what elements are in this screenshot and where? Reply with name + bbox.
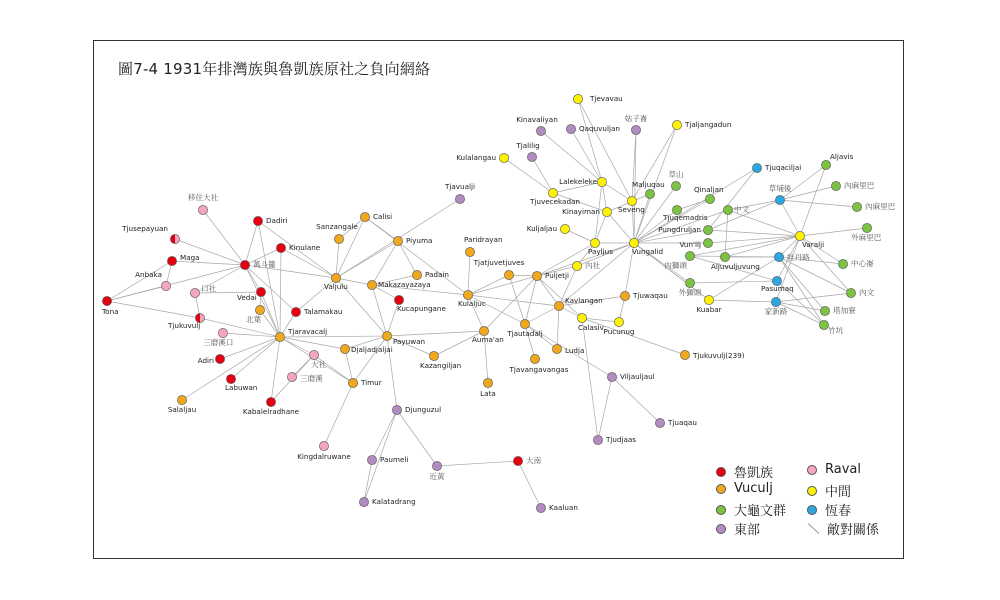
edge xyxy=(280,337,314,355)
network-node xyxy=(319,441,328,450)
node-label: Tjautadalj xyxy=(507,329,543,338)
network-node xyxy=(177,395,186,404)
network-node xyxy=(704,295,713,304)
edge xyxy=(582,318,598,440)
legend-label: 敵對關係 xyxy=(827,523,880,538)
node-label: Kaaluan xyxy=(549,503,578,512)
node-label: Vun'ilj xyxy=(679,240,701,249)
network-node xyxy=(771,297,780,306)
node-label: Maljuqau xyxy=(632,180,665,189)
network-node xyxy=(597,177,606,186)
network-node xyxy=(672,120,681,129)
node-label: Aljuvuljuvung xyxy=(711,262,760,271)
legend-label: 魯凱族 xyxy=(734,466,774,481)
network-node xyxy=(703,225,712,234)
edge xyxy=(258,221,280,337)
network-node xyxy=(266,397,275,406)
node-label: 口社 xyxy=(201,284,217,293)
network-node xyxy=(513,456,522,465)
node-label: Kinavaliyan xyxy=(516,115,558,124)
network-node xyxy=(240,260,249,269)
network-node xyxy=(723,205,732,214)
legend-color-swatch xyxy=(716,524,726,534)
network-node xyxy=(705,194,714,203)
network-node xyxy=(102,296,111,305)
network-node xyxy=(455,194,464,203)
edge xyxy=(271,337,280,402)
network-node xyxy=(566,124,575,133)
edge xyxy=(280,248,281,337)
node-label: 北葉 xyxy=(246,315,262,324)
node-label: Kucapungane xyxy=(397,304,446,313)
node-label: Tjudjaas xyxy=(606,435,637,444)
network-node xyxy=(602,207,611,216)
node-label: 大南 xyxy=(526,456,542,465)
node-label: Pungdruljan xyxy=(658,225,701,234)
network-node xyxy=(620,291,629,300)
node-label: Timur xyxy=(361,378,382,387)
legend-label: 東部 xyxy=(734,523,761,538)
edge xyxy=(612,377,660,423)
network-node xyxy=(655,418,664,427)
network-node xyxy=(720,252,729,261)
node-label: Tjevavau xyxy=(590,94,623,103)
node-label: 三磨溪口 xyxy=(203,338,234,347)
network-node xyxy=(432,461,441,470)
network-node xyxy=(607,372,616,381)
node-label: Tjaravacalj xyxy=(288,327,328,336)
legend-item xyxy=(716,481,773,496)
edge xyxy=(800,165,826,236)
network-node xyxy=(862,223,871,232)
node-label: Tjalilig xyxy=(516,141,540,150)
node-label: Paridrayan xyxy=(464,235,503,244)
legend-color-swatch xyxy=(716,467,726,477)
network-node xyxy=(215,354,224,363)
network-node xyxy=(536,503,545,512)
node-label: 內獅頭 xyxy=(664,261,687,270)
network-node xyxy=(429,351,438,360)
network-node xyxy=(412,270,421,279)
node-label: 近黃 xyxy=(429,472,445,481)
legend-color-swatch xyxy=(716,505,726,515)
node-label: Pasumaq xyxy=(761,284,794,293)
node-label: Kavlangan xyxy=(565,296,603,305)
node-label: Tjuqemadris xyxy=(663,213,708,222)
legend-item xyxy=(716,462,773,481)
edge xyxy=(245,221,258,265)
node-label: Tjaljangadun xyxy=(685,120,732,129)
node-label: Calasiv xyxy=(578,323,604,332)
node-label: Kuabar xyxy=(696,305,722,314)
edge xyxy=(565,229,595,243)
node-label: Payljus xyxy=(588,247,613,256)
edge xyxy=(607,212,634,243)
network-node xyxy=(392,405,401,414)
network-node xyxy=(671,181,680,190)
network-node xyxy=(631,125,640,134)
node-label: 姑子崙 xyxy=(624,114,648,123)
edge xyxy=(632,125,677,201)
edge xyxy=(525,276,537,324)
edge xyxy=(107,261,172,301)
legend-color-swatch xyxy=(807,465,817,475)
network-node xyxy=(161,281,170,290)
network-node xyxy=(532,271,541,280)
node-label: Valjulu xyxy=(324,282,348,291)
node-label: Kingdalruwane xyxy=(297,452,351,461)
network-node xyxy=(831,181,840,190)
network-node xyxy=(291,307,300,316)
node-label: 草山 xyxy=(668,170,684,179)
node-label: 中文 xyxy=(734,205,750,214)
network-node xyxy=(774,252,783,261)
node-label: Seveng xyxy=(618,205,645,214)
edge xyxy=(107,301,200,318)
legend-color-swatch xyxy=(807,505,817,515)
node-label: Qinaljan xyxy=(694,185,724,194)
network-node xyxy=(536,126,545,135)
network-node xyxy=(703,238,712,247)
node-label: Kazangiljan xyxy=(420,361,462,370)
node-label: Vedai xyxy=(237,293,257,302)
network-node xyxy=(821,160,830,169)
legend-edge-swatch xyxy=(807,523,819,535)
network-node xyxy=(527,152,536,161)
network-node xyxy=(552,344,561,353)
network-node xyxy=(573,94,582,103)
node-label: Djunguzul xyxy=(405,405,442,414)
node-label: 家新路 xyxy=(764,307,788,316)
legend xyxy=(716,462,896,540)
node-label: 草埔後 xyxy=(768,184,792,193)
node-label: 內社 xyxy=(585,261,601,270)
legend-color-swatch xyxy=(807,486,817,496)
edge xyxy=(372,410,397,460)
network-node xyxy=(520,319,529,328)
edge xyxy=(578,99,602,182)
edge xyxy=(708,236,800,243)
node-label: 外麻里巴 xyxy=(851,233,882,242)
edge xyxy=(537,276,559,306)
node-label: Qaquvuljan xyxy=(579,124,620,133)
edge xyxy=(437,461,518,466)
legend-item xyxy=(716,519,760,538)
edge xyxy=(281,248,336,278)
node-label: Tona xyxy=(102,307,119,316)
network-node xyxy=(393,236,402,245)
network-node xyxy=(340,344,349,353)
node-label: Vungalid xyxy=(632,247,664,256)
node-label: Labuwan xyxy=(225,383,258,392)
edge xyxy=(725,210,728,257)
legend-item xyxy=(807,500,851,519)
network-node xyxy=(572,261,581,270)
network-node xyxy=(367,280,376,289)
edge xyxy=(468,275,509,295)
node-label: Auma'an xyxy=(472,335,504,344)
edge xyxy=(372,285,387,336)
edge xyxy=(353,336,387,383)
node-label: Maga xyxy=(180,253,200,262)
network-node xyxy=(287,372,296,381)
network-node xyxy=(846,288,855,297)
node-label: Calisi xyxy=(373,212,393,221)
node-label: Tjukuvulj(239) xyxy=(693,351,745,360)
legend-item xyxy=(807,462,861,477)
node-label: Tjusepayuan xyxy=(122,224,168,233)
node-label: Kabalelradhane xyxy=(242,407,300,416)
edge xyxy=(780,200,857,207)
network-node xyxy=(614,317,623,326)
edge xyxy=(557,306,559,349)
node-label: Tjuvecekadan xyxy=(530,197,580,206)
edge xyxy=(690,281,777,283)
network-node xyxy=(253,216,262,225)
edge xyxy=(780,200,800,236)
edge xyxy=(776,293,851,302)
network-node xyxy=(382,331,391,340)
node-label: 竹坑 xyxy=(828,326,844,335)
network-node xyxy=(560,224,569,233)
network-node xyxy=(852,202,861,211)
edge xyxy=(261,292,280,337)
network-node xyxy=(530,354,539,363)
edge xyxy=(468,276,537,295)
network-node xyxy=(820,306,829,315)
edge xyxy=(336,241,398,278)
edge xyxy=(203,210,245,265)
network-node xyxy=(752,163,761,172)
node-label: 內麻里巴 xyxy=(865,202,896,211)
network-node xyxy=(348,378,357,387)
legend-label: 中間 xyxy=(825,485,852,500)
edge xyxy=(509,275,525,324)
node-label: 大社 xyxy=(311,360,327,369)
node-label: Kulalangau xyxy=(456,153,496,162)
edge xyxy=(231,337,280,379)
edge xyxy=(541,131,602,182)
edge xyxy=(602,182,632,201)
node-label: Piyuma xyxy=(406,236,433,245)
node-label: 牡丹路 xyxy=(787,253,810,262)
node-label: Salaljau xyxy=(167,405,197,414)
network-node xyxy=(255,305,264,314)
network-node xyxy=(276,243,285,252)
node-label: Kinayiman xyxy=(562,207,600,216)
network-node xyxy=(838,259,847,268)
edge xyxy=(280,336,387,337)
legend-item xyxy=(807,481,851,500)
node-label: 外獅頭 xyxy=(678,288,702,297)
node-label: 塔加寮 xyxy=(833,306,856,315)
network-node xyxy=(504,270,513,279)
network-node xyxy=(775,195,784,204)
edge xyxy=(525,306,559,324)
network-node xyxy=(167,256,176,265)
network-node xyxy=(170,234,179,243)
network-node xyxy=(499,153,508,162)
node-label: Tjuwaqau xyxy=(633,291,668,300)
node-label: Lalekeleke xyxy=(559,177,597,186)
edge xyxy=(518,461,541,508)
edge xyxy=(387,331,484,336)
node-label: Sanzangale xyxy=(316,222,358,231)
edge xyxy=(107,265,245,301)
network-node xyxy=(577,313,586,322)
network-node xyxy=(645,189,654,198)
node-label: Djaljadjaljai xyxy=(351,345,393,354)
node-label: 內麻里巴 xyxy=(844,181,875,190)
node-label: Dadiri xyxy=(266,216,288,225)
edge xyxy=(372,241,398,285)
node-label: Puljetji xyxy=(545,271,569,280)
legend-item xyxy=(807,519,879,538)
edge xyxy=(532,157,553,193)
node-label: Adiri xyxy=(197,356,214,365)
edge xyxy=(571,129,602,182)
node-label: Padain xyxy=(425,270,449,279)
network-node xyxy=(593,435,602,444)
network-node xyxy=(685,251,694,260)
legend-label: Vuculj xyxy=(734,481,773,496)
edge xyxy=(324,383,353,446)
node-label: 內文 xyxy=(859,288,875,297)
node-label: 移住大社 xyxy=(187,193,219,202)
network-node xyxy=(685,278,694,287)
node-label: Tjavualji xyxy=(445,182,475,191)
network-node xyxy=(360,212,369,221)
node-label: Kalatadrang xyxy=(372,497,416,506)
edge xyxy=(398,241,417,275)
node-label: Paumeli xyxy=(380,455,409,464)
node-label: 中心崙 xyxy=(851,259,874,268)
network-node xyxy=(554,301,563,310)
network-node xyxy=(198,205,207,214)
edge xyxy=(468,252,470,295)
edge xyxy=(598,377,612,440)
network-node xyxy=(334,234,343,243)
node-label: Makazayazaya xyxy=(378,280,431,289)
node-label: 萬斗籠 xyxy=(253,260,276,269)
network-node xyxy=(680,350,689,359)
node-label: Viljauljaul xyxy=(620,372,655,381)
node-label: Aljavis xyxy=(830,152,854,161)
node-label: Tjukuvulj xyxy=(168,321,201,330)
node-label: 三磨溪 xyxy=(300,374,323,383)
network-node xyxy=(190,288,199,297)
node-label: Kulaljuc xyxy=(458,299,486,308)
node-label: Tjuaqau xyxy=(668,418,697,427)
node-label: Ludja xyxy=(565,346,585,355)
network-node xyxy=(483,378,492,387)
figure-title: 圖7-4 1931年排灣族與魯凱族原社之負向網絡 xyxy=(118,60,431,78)
legend-label: 恆春 xyxy=(825,504,852,519)
node-label: Tjavangavangas xyxy=(509,365,569,374)
node-label: Anbaka xyxy=(135,270,162,279)
node-label: Varalji xyxy=(802,240,825,249)
network-node xyxy=(367,455,376,464)
edge xyxy=(504,158,553,193)
legend-label: Raval xyxy=(825,462,861,477)
node-label: Talamakau xyxy=(304,307,343,316)
legend-label: 大龜文群 xyxy=(734,504,787,519)
node-label: Kuljaljau xyxy=(526,224,557,233)
node-label: Pucunug xyxy=(603,327,635,336)
edge xyxy=(364,460,372,502)
legend-item xyxy=(716,500,786,519)
network-node xyxy=(256,287,265,296)
network-node xyxy=(465,247,474,256)
node-label: Tjatjuvetjuves xyxy=(473,258,525,267)
node-label: Kinulane xyxy=(289,243,321,252)
network-node xyxy=(275,332,284,341)
legend-color-swatch xyxy=(716,484,726,494)
network-node xyxy=(309,350,318,359)
network-node xyxy=(359,497,368,506)
node-label: Tjuqaciljai xyxy=(765,163,802,172)
edge xyxy=(708,168,757,230)
node-label: Payuwan xyxy=(393,337,426,346)
network-node xyxy=(218,328,227,337)
edge xyxy=(709,300,776,302)
node-label: Lata xyxy=(480,389,496,398)
